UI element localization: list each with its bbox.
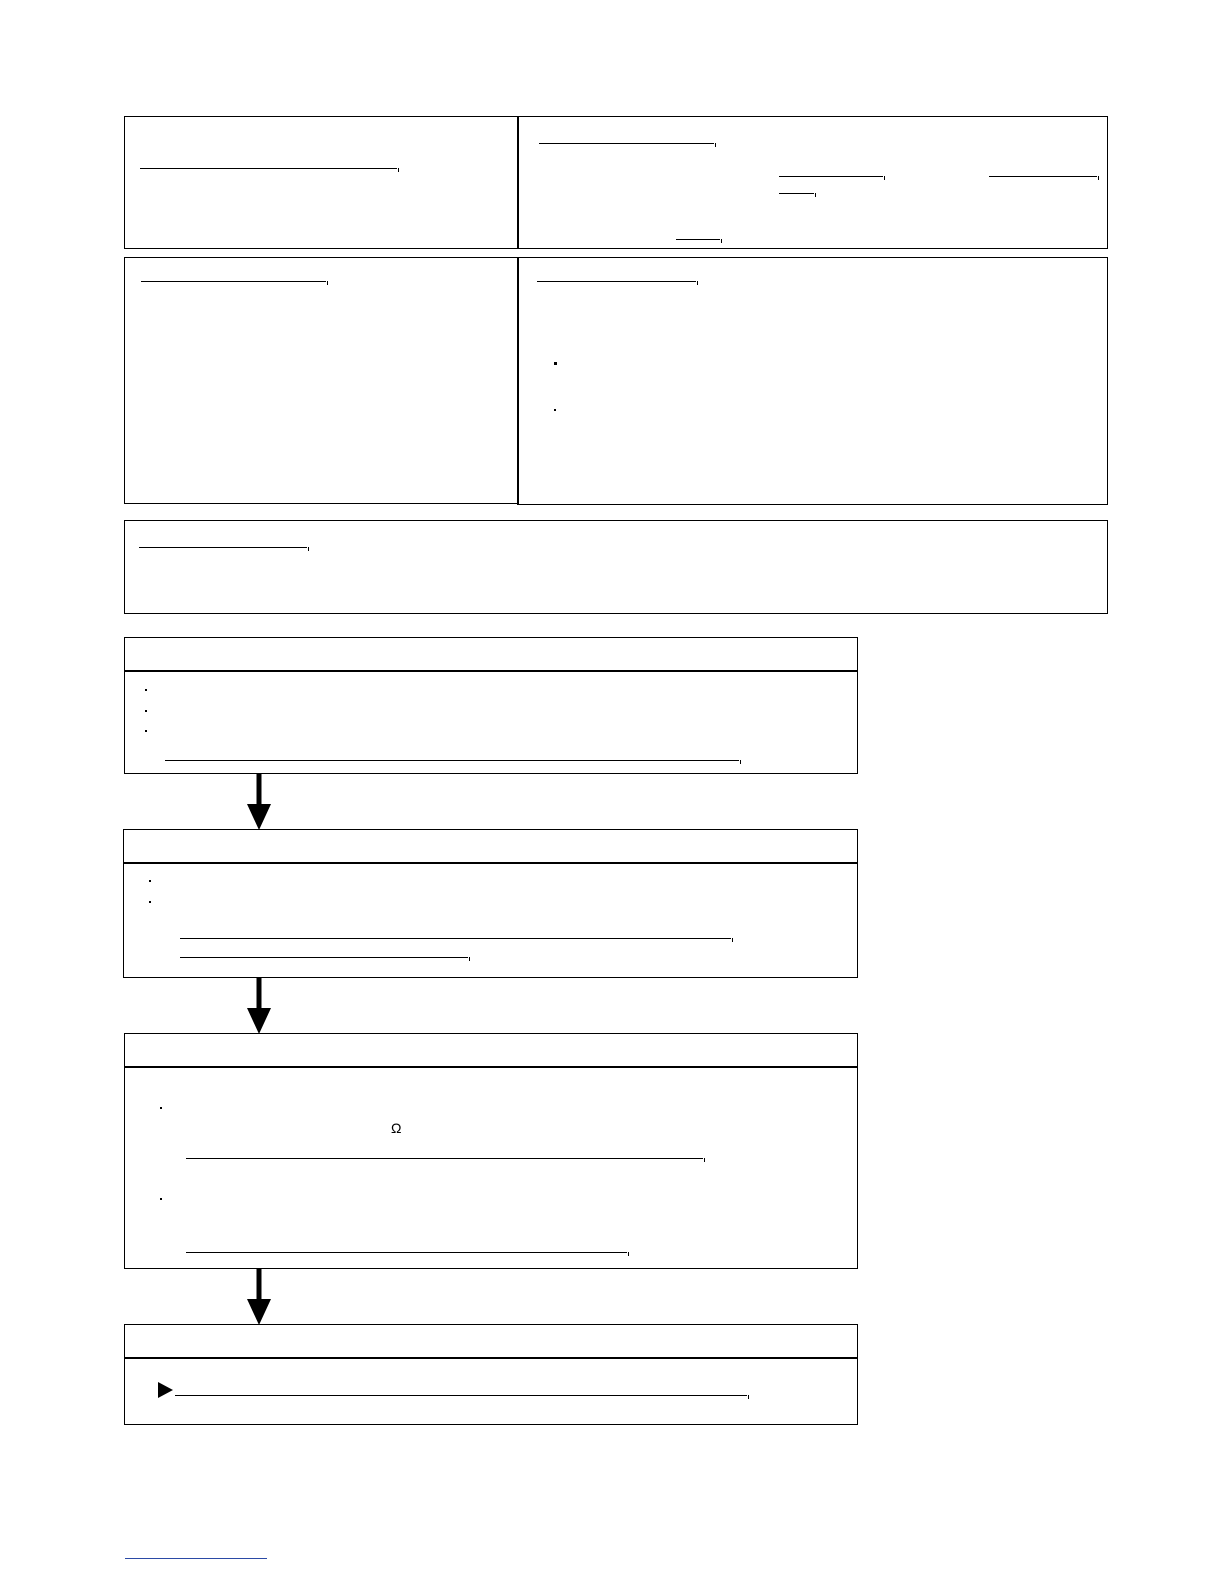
flow-arrow-down xyxy=(247,978,271,1034)
flow-arrow-down xyxy=(247,774,271,830)
play-triangle-icon xyxy=(158,1382,173,1398)
info-field-line xyxy=(779,193,814,194)
bullet-dot xyxy=(149,901,151,903)
step-field-line xyxy=(186,1252,627,1253)
bullet-dot xyxy=(145,710,147,712)
bullet-dot xyxy=(149,880,151,882)
step-header xyxy=(124,830,857,864)
info-field-line xyxy=(139,547,307,548)
info-field-line xyxy=(779,176,883,177)
step-field-line xyxy=(186,1158,703,1159)
step-field-line xyxy=(180,938,731,939)
footer-link-line[interactable] xyxy=(125,1558,267,1559)
step-header xyxy=(125,1325,857,1359)
info-field-line xyxy=(676,239,720,240)
bullet-dot xyxy=(145,689,147,691)
info-box-wide xyxy=(124,520,1108,614)
bullet-dot xyxy=(160,1198,162,1200)
info-field-line xyxy=(537,281,696,282)
omega-symbol: Ω xyxy=(391,1120,402,1136)
info-box-top-right xyxy=(517,116,1108,249)
info-field-line xyxy=(141,281,326,282)
info-field-line xyxy=(539,143,714,144)
info-box-middle-right xyxy=(517,257,1108,505)
info-field-line xyxy=(989,176,1097,177)
step-header xyxy=(125,638,857,672)
bullet-dot xyxy=(554,362,557,365)
flow-step-4 xyxy=(124,1324,858,1425)
info-box-middle-left xyxy=(124,257,519,504)
info-box-top-left xyxy=(124,116,519,249)
bullet-dot xyxy=(554,409,556,411)
step-field-line xyxy=(165,760,739,761)
flow-step-1 xyxy=(124,637,858,774)
bullet-dot xyxy=(160,1107,162,1109)
flow-step-2 xyxy=(123,829,858,978)
info-field-line xyxy=(140,168,397,169)
flow-step-3 xyxy=(124,1033,858,1269)
step-header xyxy=(125,1034,857,1068)
flow-arrow-down xyxy=(247,1269,271,1325)
bullet-dot xyxy=(145,730,147,732)
step-field-line xyxy=(175,1395,747,1396)
step-field-line xyxy=(180,957,468,958)
